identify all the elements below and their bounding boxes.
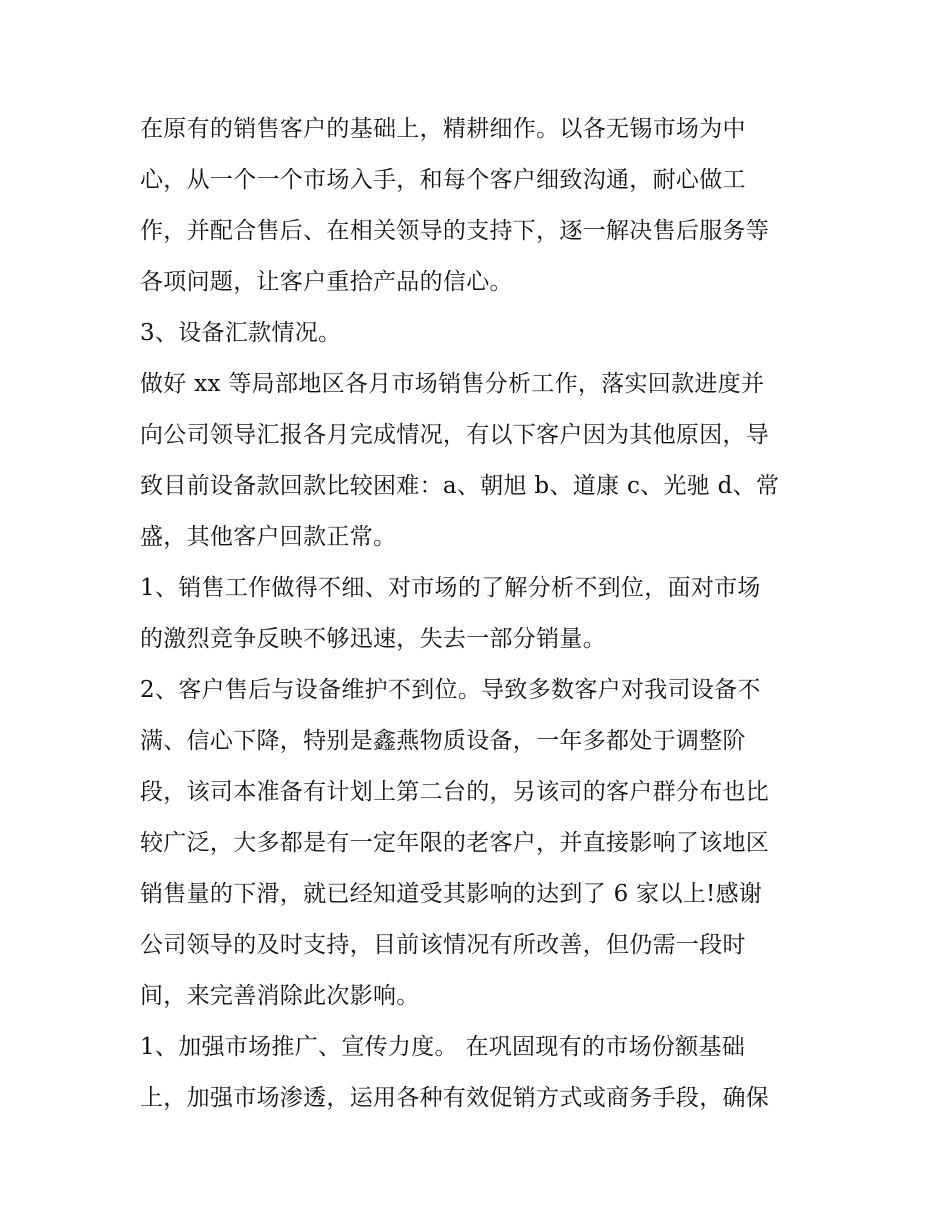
section-heading: 3、设备汇款情况。 [140, 320, 342, 346]
text-line: 段，该司本准备有计划上第二台的，另该司的客户群分布也比 [140, 779, 770, 805]
text-line: 销售量的下滑，就已经知道受其影响的达到了 6 家以上!感谢 [140, 881, 763, 907]
text-line: 各项问题，让客户重拾产品的信心。 [140, 269, 513, 295]
text-line: 的激烈竞争反映不够迅速，失去一部分销量。 [140, 626, 606, 652]
text-line: 致目前设备款回款比较困难：a、朝旭 b、道康 c、光驰 d、常 [140, 473, 780, 499]
text-line: 较广泛，大多都是有一定年限的老客户，并直接影响了该地区 [140, 830, 770, 856]
text-line: 作，并配合售后、在相关领导的支持下，逐一解决售后服务等 [140, 218, 770, 244]
text-line: 上，加强市场渗透，运用各种有效促销方式或商务手段，确保 [140, 1085, 770, 1111]
text-line: 在原有的销售客户的基础上，精耕细作。以各无锡市场为中 [140, 116, 746, 142]
text-line: 心，从一个一个市场入手，和每个客户细致沟通，耐心做工 [140, 167, 746, 193]
text-line: 1、加强市场推广、宣传力度。 在巩固现有的市场份额基础 [140, 1034, 746, 1060]
text-line: 1、销售工作做得不细、对市场的了解分析不到位，面对市场 [140, 575, 761, 601]
text-line: 向公司领导汇报各月完成情况，有以下客户因为其他原因，导 [140, 422, 770, 448]
text-line: 盛，其他客户回款正常。 [140, 524, 397, 550]
text-line: 2、客户售后与设备维护不到位。导致多数客户对我司设备不 [140, 677, 761, 703]
text-line: 做好 xx 等局部地区各月市场销售分析工作，落实回款进度并 [140, 371, 765, 397]
text-line: 满、信心下降，特别是鑫燕物质设备，一年多都处于调整阶 [140, 728, 746, 754]
text-line: 公司领导的及时支持，目前该情况有所改善，但仍需一段时 [140, 932, 746, 958]
text-line: 间，来完善消除此次影响。 [140, 983, 420, 1009]
